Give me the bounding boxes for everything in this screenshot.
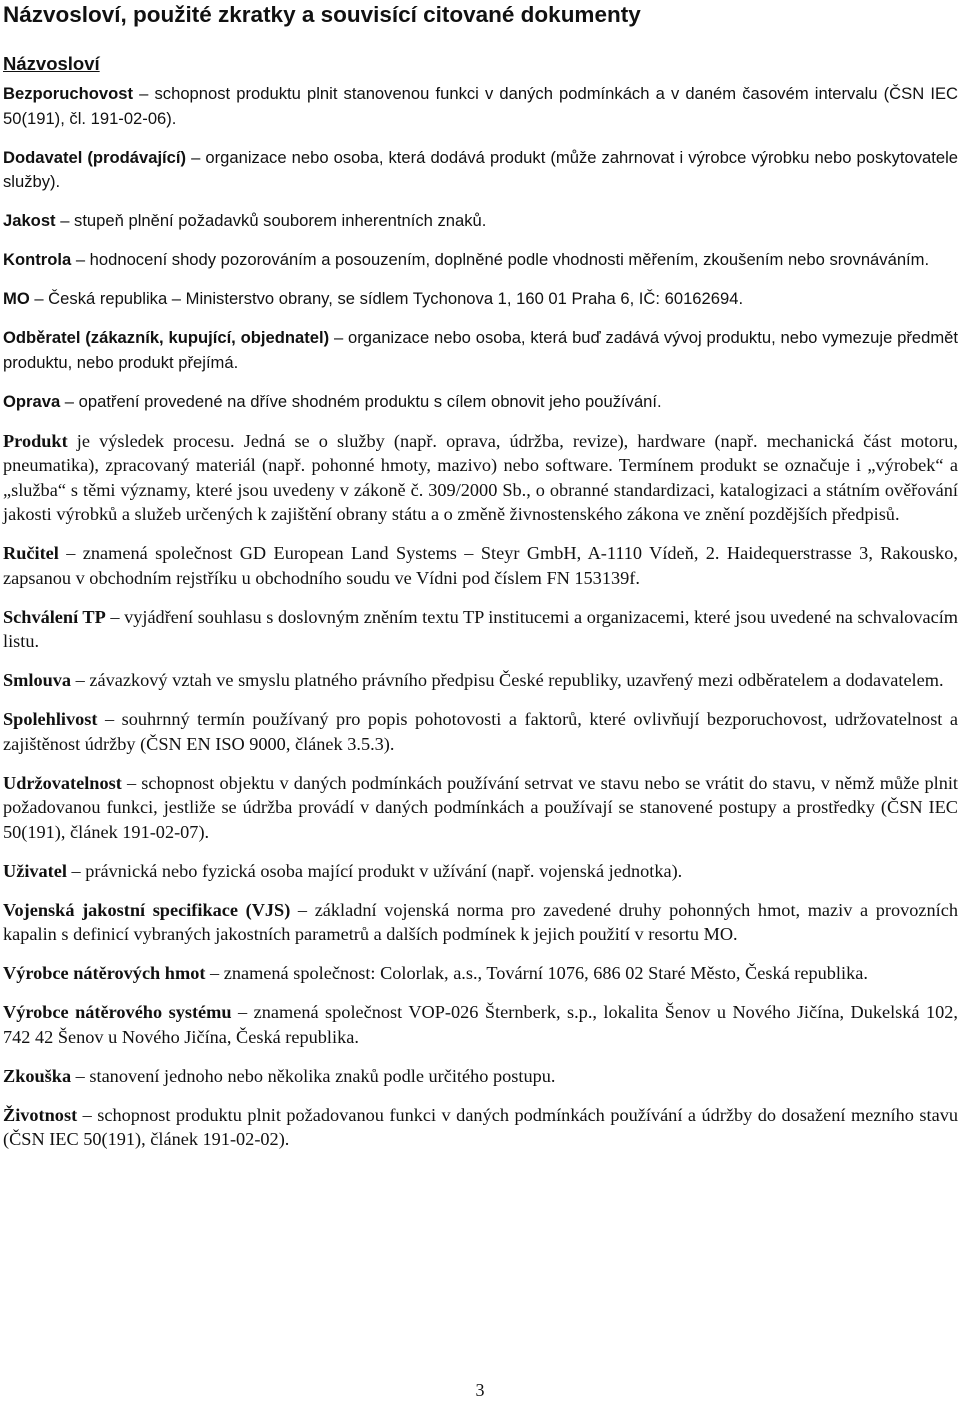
definition-entry	[3, 541, 958, 590]
definition-text: – stupeň plnění požadavků souborem inherentních znaků.	[55, 211, 487, 230]
definition-entry	[3, 209, 958, 234]
definition-term: Ručitel	[3, 543, 59, 563]
section-heading: Názvosloví	[3, 53, 100, 74]
definition-term: Bezporuchovost	[3, 84, 133, 103]
document-page	[3, 0, 958, 1166]
definition-term: Odběratel (zákazník, kupující, objednatel)	[3, 328, 330, 347]
definition-term: Zkouška	[3, 1065, 72, 1086]
definition-text: – schopnost objektu v daných podmínkách používání setrvat ve stavu nebo se vrátit do stavu, v němž může plnit požadovanou funkci, jestliže se údržba provádí v daných podmínkách a používají se stanovené postupy a prostředky (ČSN IEC 50(191), článek 191-02-07).	[3, 772, 958, 842]
page-title: Názvosloví, použité zkratky a souvisící citované dokumenty	[3, 2, 641, 27]
definition-term: Jakost	[3, 211, 56, 230]
definition-entry	[3, 605, 958, 654]
definition-term: Výrobce nátěrových hmot	[3, 963, 206, 983]
definition-entry	[3, 248, 958, 273]
definition-text: – souhrnný termín používaný pro popis pohotovosti a faktorů, které ovlivňují bezporuchovost, udržovatelnost a zajištěnost údržby (ČSN EN ISO 9000, článek 3.5.3).	[3, 709, 958, 754]
definition-term: Smlouva	[3, 670, 72, 690]
definition-text: je výsledek procesu. Jedná se o služby (např. oprava, údržba, revize), hardware (např. mechanická část motoru, pneumatika), zpracovaný materiál (např. pohonné hmoty, mazivo) nebo software. Termínem produkt se označuje i „výrobek“ a „služba“ s těmi významy, které jsou uvedeny v zákoně č. 309/2000 Sb., o obranné standardizaci, katalogizaci a státním ověřování jakosti výrobků a služeb určených k zajištění obrany státu a o změně živnostenského zákona ve znění pozdějších předpisů.	[3, 430, 958, 524]
definition-entry	[3, 898, 958, 947]
definition-entry	[3, 1000, 958, 1049]
definition-term: Vojenská jakostní specifikace (VJS)	[3, 899, 291, 920]
definition-text: – znamená společnost GD European Land Systems – Steyr GmbH, A-1110 Vídeň, 2. Haidequerstrasse 3, Rakousko, zapsanou v obchodním rejstříku u obchodního soudu ve Vídni pod číslem FN 153139f.	[3, 543, 958, 588]
definition-term: Výrobce nátěrového systému	[3, 1002, 232, 1022]
definition-list	[3, 82, 958, 1152]
definition-entry	[3, 82, 958, 131]
definition-entry	[3, 1064, 958, 1089]
definition-text: – organizace nebo osoba, která dodává produkt (může zahrnovat i výrobce výrobku nebo poskytovatele služby).	[3, 147, 958, 191]
definition-term: Schválení TP	[3, 606, 106, 627]
definition-entry	[3, 771, 958, 845]
definition-entry	[3, 707, 958, 756]
definition-term: Kontrola	[3, 250, 72, 269]
definition-entry	[3, 390, 958, 415]
definition-entry	[3, 668, 958, 693]
definition-entry	[3, 1103, 958, 1152]
definition-text: – organizace nebo osoba, která buď zadává vývoj produktu, nebo vymezuje předmět produktu, nebo produkt přejímá.	[3, 328, 959, 372]
definition-text: – opatření provedené na dříve shodném produktu s cílem obnovit jeho používání.	[60, 391, 662, 411]
definition-term: Uživatel	[3, 860, 67, 881]
definition-text: – vyjádření souhlasu s doslovným zněním textu TP institucemi a organizacemi, které jsou uvedené na schvalovacím listu.	[3, 606, 958, 651]
definition-text: – schopnost produktu plnit požadovanou funkci v daných podmínkách používání a údržby do dosažení mezního stavu (ČSN IEC 50(191), článek 191-02-02).	[3, 1104, 958, 1149]
definition-term: Dodavatel (prodávající)	[3, 147, 187, 167]
definition-term: Udržovatelnost	[3, 772, 122, 793]
definition-text: – hodnocení shody pozorováním a posouzením, doplněné podle vhodnosti měřením, zkoušením nebo srovnáváním.	[71, 250, 930, 269]
definition-entry	[3, 146, 958, 195]
definition-entry	[3, 287, 958, 312]
definition-text: – znamená společnost: Colorlak, a.s., Tovární 1076, 686 02 Staré Město, Česká republika.	[205, 963, 868, 983]
page-number: 3	[475, 1380, 485, 1400]
definition-text: – znamená společnost VOP-026 Šternberk, s.p., lokalita Šenov u Nového Jičína, Dukelská 102, 742 42 Šenov u Nového Jičína, Česká republika.	[3, 1002, 958, 1047]
definition-text: – závazkový vztah ve smyslu platného právního předpisu České republiky, uzavřený mezi odběratelem a dodavatelem.	[71, 670, 944, 690]
definition-text: – stanovení jednoho nebo několika znaků podle určitého postupu.	[71, 1065, 556, 1086]
definition-entry	[3, 429, 958, 527]
definition-term: Oprava	[3, 391, 61, 411]
definition-entry	[3, 859, 958, 884]
definition-text: – Česká republika – Ministerstvo obrany, se sídlem Tychonova 1, 160 01 Praha 6, IČ: 60162694.	[29, 289, 744, 308]
definition-term: MO	[3, 289, 30, 308]
definition-text: – schopnost produktu plnit stanovenou funkci v daných podmínkách a v daném časovém intervalu (ČSN IEC 50(191), čl. 191-02-06).	[3, 84, 958, 128]
definition-entry	[3, 961, 958, 986]
definition-text: – základní vojenská norma pro zavedené druhy pohonných hmot, maziv a provozních kapalin s definicí vybraných jakostních parametrů a dalších podmínek k jejich použití v resortu MO.	[3, 899, 958, 944]
definition-text: – právnická nebo fyzická osoba mající produkt v užívání (např. vojenská jednotka).	[66, 860, 683, 881]
definition-term: Spolehlivost	[3, 709, 98, 729]
definition-entry	[3, 326, 958, 375]
definition-term: Produkt	[3, 430, 68, 451]
definition-term: Životnost	[3, 1104, 78, 1125]
